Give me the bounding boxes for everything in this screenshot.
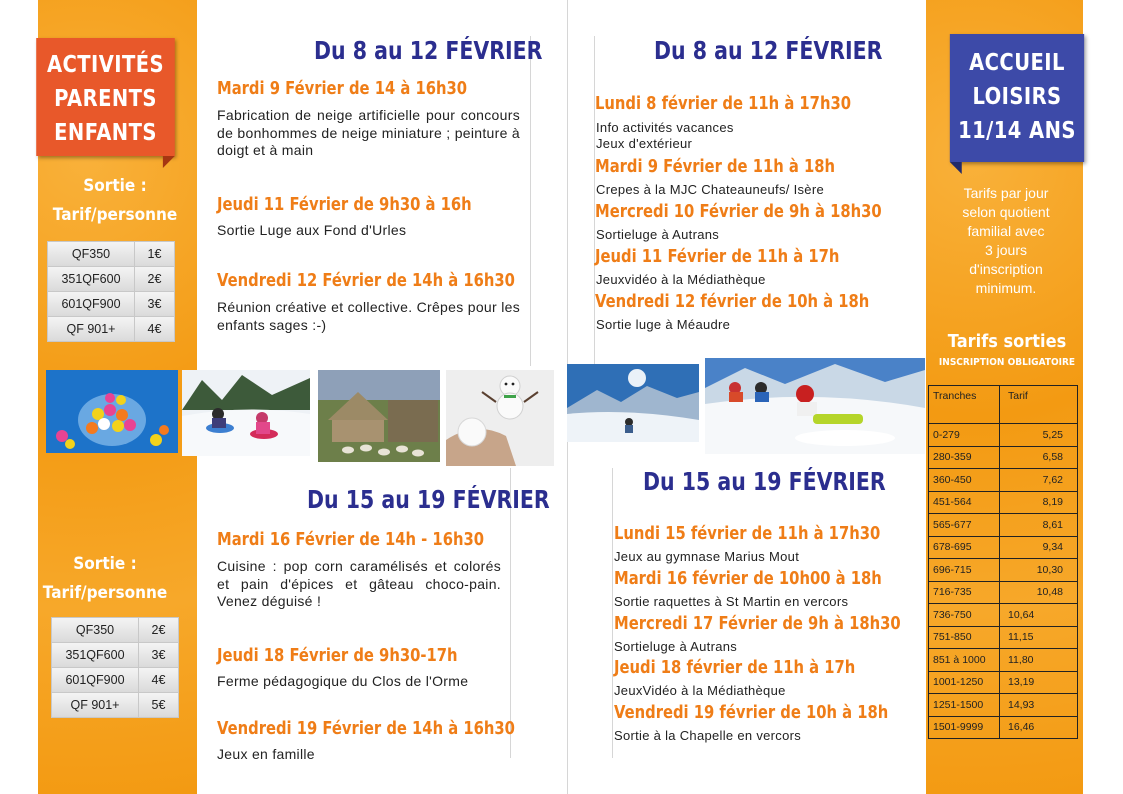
parents-week1-title: Du 8 au 12 FÉVRIER [314, 36, 543, 65]
note-line: familial avec [967, 223, 1045, 239]
ribbon-line: 11/14 ANS [958, 118, 1076, 144]
price-cell: 2€ [135, 267, 174, 291]
table-row [929, 536, 1078, 559]
ribbon-line: ENFANTS [54, 120, 157, 146]
header-tarif: Tarif [1000, 386, 1078, 424]
table-header-row [929, 386, 1078, 424]
parents-week2-desc-2: Ferme pédagogique du Clos de l'Orme [217, 673, 469, 689]
table-row [48, 317, 174, 341]
header-tranches: Tranches [929, 386, 1000, 424]
tarif-heading-line: Tarif/personne [42, 583, 168, 603]
note-line: Tarifs par jour [963, 185, 1049, 201]
ribbon-line: ACTIVITÉS [46, 52, 165, 78]
note-line: 3 jours [984, 242, 1028, 258]
loisirs-week1-line: Crepes à la MJC Chateauneufs/ Isère [596, 182, 824, 197]
table-row [52, 693, 178, 717]
loisirs-week2-day-2: Mardi 16 février de 10h00 à 18h [614, 568, 882, 589]
parents-week1-desc-3: Réunion créative et collective. Crêpes pour les enfants sages :-) [217, 299, 520, 333]
table-row [929, 649, 1078, 672]
parents-week2-desc-1: Cuisine : pop corn caramélisés et colorés et pain d'épices et gâteau choco-pain. Venez déguisé ! [217, 558, 501, 609]
note-line: d'inscription [969, 261, 1043, 277]
table-row [52, 668, 178, 692]
loisirs-week1-line: Sortieluge à Autrans [596, 227, 720, 242]
qf-cell: 351QF600 [52, 643, 138, 667]
tarif-cell: 10,48 [1000, 581, 1078, 604]
loisirs-week1-line: Sortie luge à Méaudre [596, 317, 731, 332]
table-row [929, 581, 1078, 604]
sledding-kids-photo [182, 370, 310, 456]
tarif-cell: 8,19 [1000, 491, 1078, 514]
tarifs-note [936, 184, 1076, 298]
loisirs-week2-day-4: Jeudi 18 février de 11h à 17h [614, 657, 856, 678]
table-row [929, 694, 1078, 717]
tranche-cell: 565-677 [929, 514, 1000, 537]
tarif-cell: 10,30 [1000, 559, 1078, 582]
qf-cell: QF 901+ [48, 317, 134, 341]
table-row [52, 618, 178, 642]
ribbon-line: ACCUEIL [969, 50, 1065, 76]
qf-cell: QF350 [52, 618, 138, 642]
tranche-cell: 678-695 [929, 536, 1000, 559]
parents-week2-day-1: Mardi 16 Février de 14h - 16h30 [217, 529, 485, 550]
table-row [929, 559, 1078, 582]
parents-week1-day-3: Vendredi 12 Février de 14h à 16h30 [217, 270, 515, 291]
tarif-heading-2 [38, 550, 173, 608]
price-cell: 4€ [135, 317, 174, 341]
candy-jar-photo [46, 370, 178, 453]
snowman-photo [446, 370, 554, 466]
qf-cell: 601QF900 [52, 668, 138, 692]
table-row [929, 424, 1078, 447]
loisirs-week2-day-3: Mercredi 17 Février de 9h à 18h30 [614, 613, 901, 634]
loisirs-week2-day-5: Vendredi 19 février de 10h à 18h [614, 702, 889, 723]
price-cell: 1€ [135, 242, 174, 266]
table-row [929, 604, 1078, 627]
loisirs-week2-title: Du 15 au 19 FÉVRIER [643, 467, 886, 496]
tranche-cell: 851 à 1000 [929, 649, 1000, 672]
skier-mountain-photo [567, 364, 699, 442]
loisirs-week2-day-1: Lundi 15 février de 11h à 17h30 [614, 523, 881, 544]
ribbon-line: PARENTS [54, 86, 157, 112]
price-cell: 5€ [139, 693, 178, 717]
loisirs-week1-line: Jeux d'extérieur [596, 136, 693, 151]
tarif-cell: 9,34 [1000, 536, 1078, 559]
table-row [929, 491, 1078, 514]
loisirs-week2-line: Jeux au gymnase Marius Mout [614, 549, 800, 564]
parents-week1-day-2: Jeudi 11 Février de 9h30 à 16h [217, 194, 472, 215]
qf-cell: 351QF600 [48, 267, 134, 291]
table-row [929, 626, 1078, 649]
loisirs-week1-day-2: Mardi 9 Février de 11h à 18h [595, 156, 836, 177]
tarifs-sorties-subtitle: INSCRIPTION OBLIGATOIRE [938, 357, 1076, 368]
tarif-cell: 7,62 [1000, 469, 1078, 492]
snow-sledding-photo [705, 358, 925, 454]
tarif-cell: 8,61 [1000, 514, 1078, 537]
ribbon-accueil-loisirs [950, 34, 1084, 162]
tranche-cell: 696-715 [929, 559, 1000, 582]
loisirs-week1-day-4: Jeudi 11 Février de 11h à 17h [595, 246, 840, 267]
table-row [48, 267, 174, 291]
ribbon-activites-parents-enfants [36, 38, 175, 156]
tarif-cell: 16,46 [1000, 716, 1078, 739]
table-row [52, 643, 178, 667]
tranche-cell: 451-564 [929, 491, 1000, 514]
tarif-cell: 11,15 [1000, 626, 1078, 649]
loisirs-week2-line: Sortie à la Chapelle en vercors [614, 728, 802, 743]
tarif-heading-line: Tarif/personne [52, 205, 178, 225]
parents-week2-day-2: Jeudi 18 Février de 9h30-17h [217, 645, 458, 666]
loisirs-week1-day-3: Mercredi 10 Février de 9h à 18h30 [595, 201, 882, 222]
table-row [929, 469, 1078, 492]
tranche-cell: 751-850 [929, 626, 1000, 649]
tarif-cell: 14,93 [1000, 694, 1078, 717]
loisirs-week2-line: Sortieluge à Autrans [614, 639, 738, 654]
tranche-cell: 1001-1250 [929, 671, 1000, 694]
tarif-cell: 10,64 [1000, 604, 1078, 627]
note-line: minimum. [975, 280, 1037, 296]
tarif-cell: 5,25 [1000, 424, 1078, 447]
tarif-heading-line: Sortie : [83, 176, 147, 196]
divider-line [612, 468, 613, 758]
price-cell: 2€ [139, 618, 178, 642]
parents-week1-desc-1: Fabrication de neige artificielle pour concours de bonhommes de neige miniature ; peinture à doigt et à main [217, 107, 520, 158]
table-row [929, 716, 1078, 739]
tranche-cell: 736-750 [929, 604, 1000, 627]
qf-cell: QF 901+ [52, 693, 138, 717]
qf-cell: 601QF900 [48, 292, 134, 316]
qf-cell: QF350 [48, 242, 134, 266]
tarif-cell: 6,58 [1000, 446, 1078, 469]
price-cell: 3€ [135, 292, 174, 316]
ribbon-line: LOISIRS [972, 84, 1062, 110]
loisirs-week1-line: Jeuxvidéo à la Médiathèque [596, 272, 766, 287]
price-cell: 3€ [139, 643, 178, 667]
parents-week2-day-3: Vendredi 19 Février de 14h à 16h30 [217, 718, 515, 739]
price-cell: 4€ [139, 668, 178, 692]
tranche-cell: 0-279 [929, 424, 1000, 447]
table-row [929, 446, 1078, 469]
loisirs-week1-line: Info activités vacances [596, 120, 734, 135]
table-row [929, 514, 1078, 537]
loisirs-week2-line: JeuxVidéo à la Médiathèque [614, 683, 786, 698]
tarif-cell: 13,19 [1000, 671, 1078, 694]
sheep-farm-photo [318, 370, 440, 462]
tarif-heading-line: Sortie : [73, 554, 137, 574]
parents-week1-day-1: Mardi 9 Février de 14 à 16h30 [217, 78, 468, 99]
tranches-table [928, 385, 1078, 739]
loisirs-week1-day-1: Lundi 8 février de 11h à 17h30 [595, 93, 852, 114]
tarif-cell: 11,80 [1000, 649, 1078, 672]
table-row [929, 671, 1078, 694]
tranche-cell: 360-450 [929, 469, 1000, 492]
tranche-cell: 1501-9999 [929, 716, 1000, 739]
tarifs-sorties-title: Tarifs sorties [947, 331, 1067, 352]
parents-week2-title: Du 15 au 19 FÉVRIER [307, 485, 550, 514]
parents-week2-desc-3: Jeux en famille [217, 746, 315, 762]
note-line: selon quotient [962, 204, 1050, 220]
parents-week1-desc-2: Sortie Luge aux Fond d'Urles [217, 222, 407, 238]
divider-line [530, 36, 531, 366]
qf-tarif-table-1 [47, 241, 175, 342]
tranche-cell: 280-359 [929, 446, 1000, 469]
loisirs-week1-day-5: Vendredi 12 février de 10h à 18h [595, 291, 870, 312]
loisirs-week1-title: Du 8 au 12 FÉVRIER [654, 36, 883, 65]
tranche-cell: 1251-1500 [929, 694, 1000, 717]
tranche-cell: 716-735 [929, 581, 1000, 604]
tarif-heading-1 [48, 172, 183, 230]
table-row [48, 292, 174, 316]
qf-tarif-table-2 [51, 617, 179, 718]
loisirs-week2-line: Sortie raquettes à St Martin en vercors [614, 594, 849, 609]
table-row [48, 242, 174, 266]
